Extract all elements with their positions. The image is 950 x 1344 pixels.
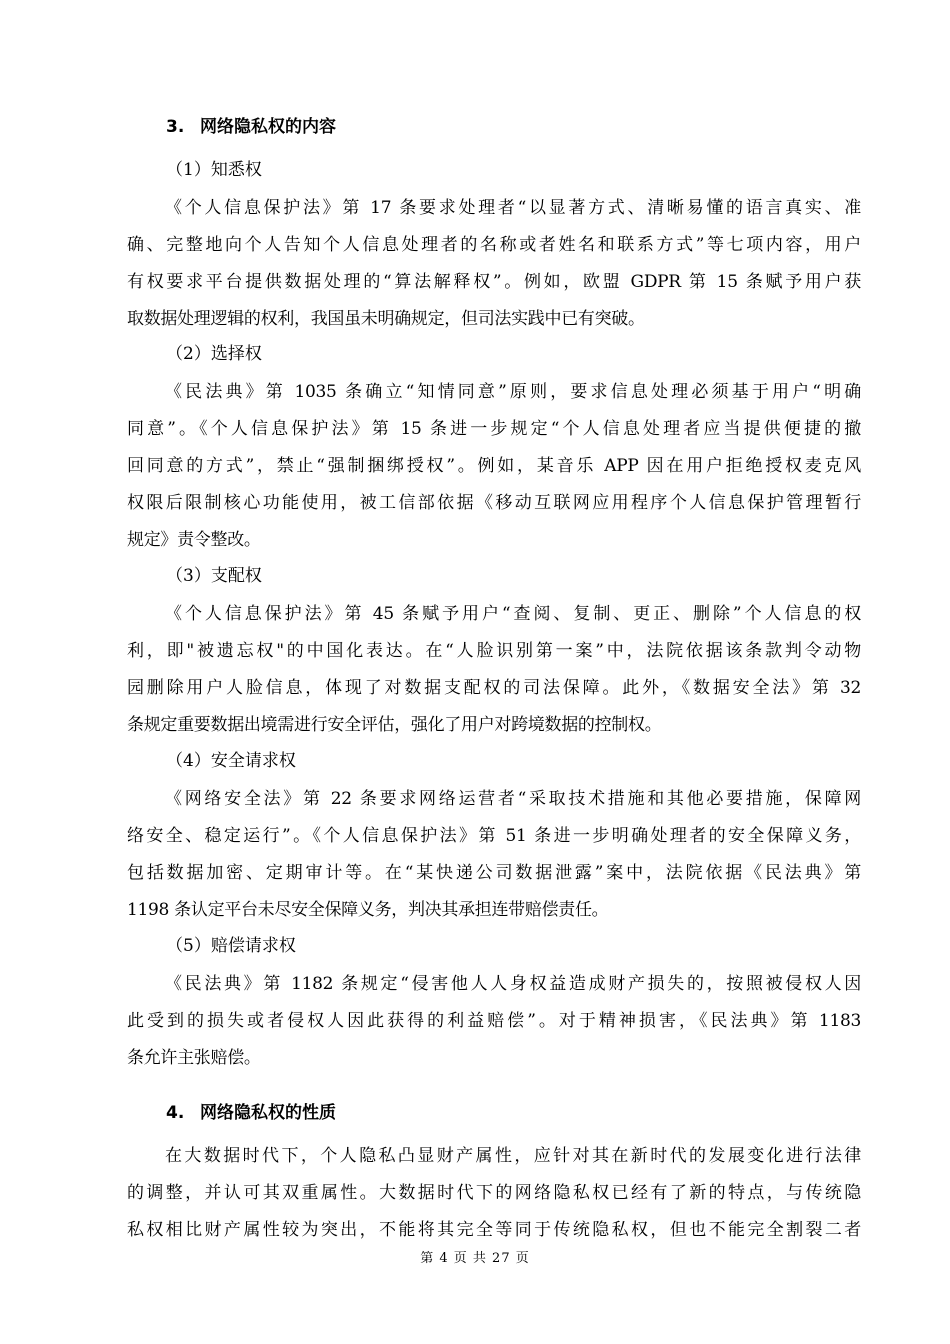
subsection-heading-2: （2）选择权	[166, 344, 262, 364]
section-heading-4	[166, 1101, 336, 1125]
section-title: 网络隐私权的内容	[200, 117, 336, 137]
subsection-heading-3: （3）支配权	[166, 566, 262, 586]
paragraph-line: 回同意的方式”，禁止“强制捆绑授权”。例如，某音乐 APP 因在用户拒绝授权麦克风	[127, 456, 861, 476]
paragraph-line: 《网络安全法》第 22 条要求网络运营者“采取技术措施和其他必要措施，保障网	[165, 789, 861, 809]
subsection-heading-5: （5）赔偿请求权	[166, 936, 296, 956]
paragraph-line: 利，即"被遗忘权"的中国化表达。在“人脸识别第一案”中，法院依据该条款判令动物	[127, 641, 861, 661]
section-heading-3	[166, 115, 336, 139]
section-number: 3.	[166, 117, 185, 137]
paragraph-line: 《个人信息保护法》第 45 条赋予用户“查阅、复制、更正、删除”个人信息的权	[165, 604, 861, 624]
paragraph-1	[127, 190, 861, 338]
section-number: 4.	[166, 1103, 185, 1123]
paragraph-line: 同意”。《个人信息保护法》第 15 条进一步规定“个人信息处理者应当提供便捷的撤	[127, 419, 861, 439]
paragraph-line: 在大数据时代下，个人隐私凸显财产属性，应针对其在新时代的发展变化进行法律	[165, 1146, 861, 1166]
paragraph-line: 确、完整地向个人告知个人信息处理者的名称或者姓名和联系方式”等七项内容，用户	[127, 235, 861, 255]
paragraph-line: 取数据处理逻辑的权利，我国虽未明确规定，但司法实践中已有突破。	[127, 309, 645, 329]
paragraph-line: 《民法典》第 1035 条确立“知情同意”原则，要求信息处理必须基于用户“明确	[165, 382, 861, 402]
section-title: 网络隐私权的性质	[200, 1103, 336, 1123]
paragraph-line: 条规定重要数据出境需进行安全评估，强化了用户对跨境数据的控制权。	[127, 715, 662, 735]
subsection-heading-1: （1）知悉权	[166, 160, 262, 180]
paragraph-4	[127, 781, 861, 929]
paragraph-line: 私权相比财产属性较为突出，不能将其完全等同于传统隐私权，但也不能完全割裂二者	[127, 1220, 861, 1240]
paragraph-line: 规定》责令整改。	[127, 530, 261, 550]
paragraph-line: 《个人信息保护法》第 17 条要求处理者“以显著方式、清晰易懂的语言真实、准	[165, 198, 861, 218]
paragraph-5	[127, 966, 861, 1077]
paragraph-2	[127, 374, 861, 559]
paragraph-line: 《民法典》第 1182 条规定“侵害他人人身权益造成财产损失的，按照被侵权人因	[165, 974, 861, 994]
paragraph-line: 1198 条认定平台未尽安全保障义务，判决其承担连带赔偿责任。	[127, 900, 609, 920]
page-footer: 第 4 页 共 27 页	[420, 1251, 530, 1266]
subsection-heading-4: （4）安全请求权	[166, 751, 296, 771]
paragraph-line: 此受到的损失或者侵权人因此获得的利益赔偿”。对于精神损害，《民法典》第 1183	[127, 1011, 861, 1031]
paragraph-line: 络安全、稳定运行”。《个人信息保护法》第 51 条进一步明确处理者的安全保障义务，	[127, 826, 861, 846]
paragraph-line: 园删除用户人脸信息，体现了对数据支配权的司法保障。此外，《数据安全法》第 32	[127, 678, 861, 698]
paragraph-line: 的调整，并认可其双重属性。大数据时代下的网络隐私权已经有了新的特点，与传统隐	[127, 1183, 861, 1203]
paragraph-line: 有权要求平台提供数据处理的“算法解释权”。例如，欧盟 GDPR 第 15 条赋予用户获	[127, 272, 861, 292]
paragraph-6	[127, 1138, 861, 1249]
paragraph-line: 条允许主张赔偿。	[127, 1048, 261, 1068]
paragraph-3	[127, 596, 861, 744]
paragraph-line: 权限后限制核心功能使用，被工信部依据《移动互联网应用程序个人信息保护管理暂行	[127, 493, 861, 513]
paragraph-line: 包括数据加密、定期审计等。在“某快递公司数据泄露”案中，法院依据《民法典》第	[127, 863, 861, 883]
